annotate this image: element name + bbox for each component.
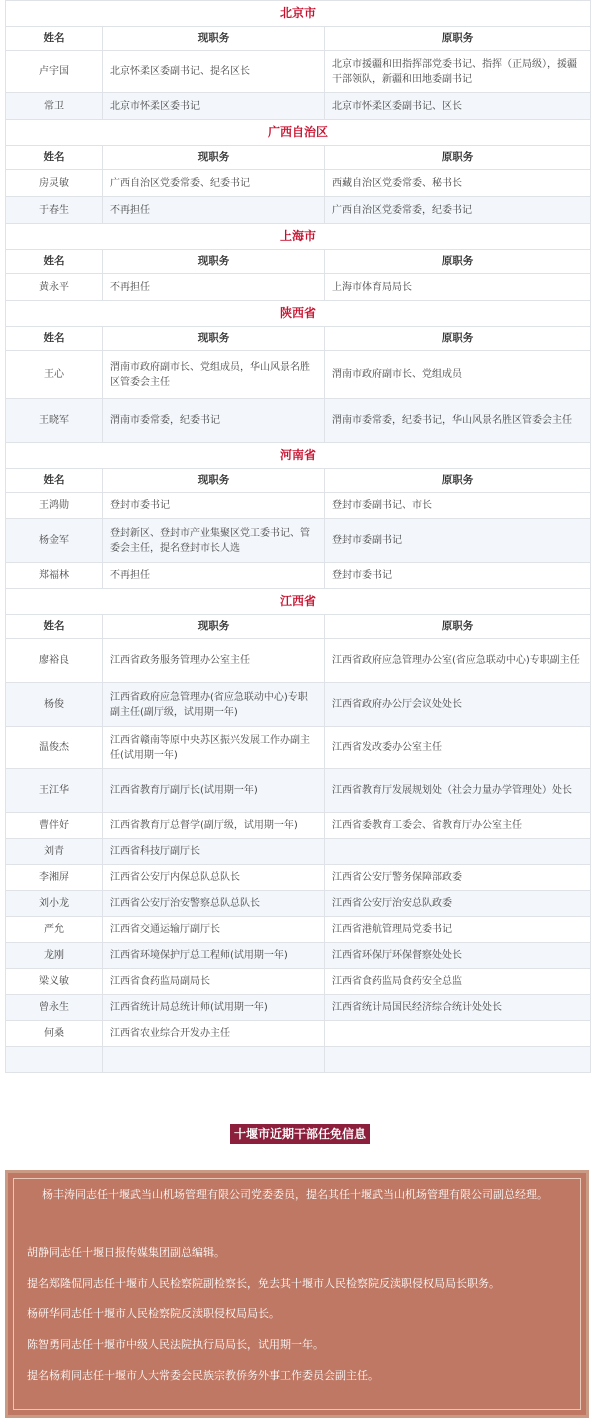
table-row bbox=[6, 274, 591, 301]
name-cell bbox=[6, 1047, 103, 1073]
table-row bbox=[6, 969, 591, 995]
previous-post-cell: 渭南市委常委，纪委书记，华山风景名胜区管委会主任 bbox=[325, 399, 591, 443]
current-post-header: 现职务 bbox=[103, 615, 325, 639]
region-title-row bbox=[6, 301, 591, 327]
current-post-cell: 江西省政务服务管理办公室主任 bbox=[103, 639, 325, 683]
current-post-header: 现职务 bbox=[103, 146, 325, 170]
name-cell: 廖裕良 bbox=[6, 639, 103, 683]
name-cell: 王鸿勋 bbox=[6, 493, 103, 519]
name-cell: 杨俊 bbox=[6, 683, 103, 727]
region-title: 河南省 bbox=[6, 443, 591, 469]
previous-post-header: 原职务 bbox=[325, 469, 591, 493]
previous-post-cell: 江西省政府办公厅会议处处长 bbox=[325, 683, 591, 727]
previous-post-cell: 江西省公安厅治安总队政委 bbox=[325, 891, 591, 917]
previous-post-cell: 登封市委副书记、市长 bbox=[325, 493, 591, 519]
appointments-table bbox=[5, 0, 591, 1073]
current-post-cell: 江西省农业综合开发办主任 bbox=[103, 1021, 325, 1047]
current-post-cell: 江西省教育厅总督学(副厅级，试用期一年) bbox=[103, 813, 325, 839]
header-row bbox=[6, 615, 591, 639]
name-header: 姓名 bbox=[6, 250, 103, 274]
current-post-cell bbox=[103, 1047, 325, 1073]
region-title-row bbox=[6, 224, 591, 250]
previous-post-cell bbox=[325, 839, 591, 865]
current-post-cell: 登封新区、登封市产业集聚区党工委书记、管委会主任，提名登封市长人选 bbox=[103, 519, 325, 563]
notice-item: 杨丰涛同志任十堰武当山机场管理有限公司党委委员，提名其任十堰武当山机场管理有限公司副总经理。 bbox=[42, 1188, 548, 1201]
previous-post-cell: 江西省环保厅环保督察处处长 bbox=[325, 943, 591, 969]
current-post-cell: 渭南市政府副市长、党组成员，华山风景名胜区管委会主任 bbox=[103, 351, 325, 399]
previous-post-cell: 江西省食药监局食药安全总监 bbox=[325, 969, 591, 995]
previous-post-cell: 江西省统计局国民经济综合统计处处长 bbox=[325, 995, 591, 1021]
current-post-cell: 渭南市委常委，纪委书记 bbox=[103, 399, 325, 443]
name-cell: 龙刚 bbox=[6, 943, 103, 969]
table-row bbox=[6, 865, 591, 891]
previous-post-cell: 登封市委书记 bbox=[325, 563, 591, 589]
previous-post-header: 原职务 bbox=[325, 327, 591, 351]
name-cell: 王晓军 bbox=[6, 399, 103, 443]
current-post-cell: 江西省教育厅副厅长(试用期一年) bbox=[103, 769, 325, 813]
name-cell: 黄永平 bbox=[6, 274, 103, 301]
name-cell: 王心 bbox=[6, 351, 103, 399]
header-row bbox=[6, 327, 591, 351]
current-post-cell: 江西省赣南等原中央苏区振兴发展工作办副主任(试用期一年) bbox=[103, 727, 325, 769]
current-post-cell: 江西省交通运输厅副厅长 bbox=[103, 917, 325, 943]
notice-box bbox=[5, 1170, 589, 1418]
region-title-row bbox=[6, 589, 591, 615]
region-title-row bbox=[6, 443, 591, 469]
name-cell: 常卫 bbox=[6, 93, 103, 120]
name-cell: 曹伴好 bbox=[6, 813, 103, 839]
notice-item: 提名郑隆侃同志任十堰市人民检察院副检察长，免去其十堰市人民检察院反渎职侵权局局长职务。 bbox=[27, 1277, 500, 1290]
current-post-cell: 北京市怀柔区委书记 bbox=[103, 93, 325, 120]
name-cell: 温俊杰 bbox=[6, 727, 103, 769]
name-cell: 于春生 bbox=[6, 197, 103, 224]
current-post-cell: 江西省公安厅内保总队总队长 bbox=[103, 865, 325, 891]
region-title: 广西自治区 bbox=[6, 120, 591, 146]
table-row bbox=[6, 727, 591, 769]
name-header: 姓名 bbox=[6, 27, 103, 51]
name-header: 姓名 bbox=[6, 146, 103, 170]
table-row bbox=[6, 943, 591, 969]
table-row bbox=[6, 839, 591, 865]
table-row bbox=[6, 1021, 591, 1047]
name-cell: 何桑 bbox=[6, 1021, 103, 1047]
section-banner: 十堰市近期干部任免信息 bbox=[230, 1124, 370, 1144]
previous-post-cell: 北京市怀柔区委副书记、区长 bbox=[325, 93, 591, 120]
name-header: 姓名 bbox=[6, 327, 103, 351]
table-row bbox=[6, 351, 591, 399]
previous-post-header: 原职务 bbox=[325, 27, 591, 51]
name-cell: 郑福林 bbox=[6, 563, 103, 589]
current-post-cell: 不再担任 bbox=[103, 563, 325, 589]
table-row bbox=[6, 563, 591, 589]
current-post-cell: 江西省公安厅治安警察总队总队长 bbox=[103, 891, 325, 917]
table-row bbox=[6, 93, 591, 120]
current-post-cell: 江西省统计局总统计师(试用期一年) bbox=[103, 995, 325, 1021]
previous-post-cell bbox=[325, 1047, 591, 1073]
table-row bbox=[6, 197, 591, 224]
header-row bbox=[6, 146, 591, 170]
current-post-cell: 登封市委书记 bbox=[103, 493, 325, 519]
current-post-cell: 江西省食药监局副局长 bbox=[103, 969, 325, 995]
name-cell: 刘小龙 bbox=[6, 891, 103, 917]
name-header: 姓名 bbox=[6, 615, 103, 639]
table-row bbox=[6, 1047, 591, 1073]
table-row bbox=[6, 493, 591, 519]
current-post-cell: 江西省环境保护厅总工程师(试用期一年) bbox=[103, 943, 325, 969]
notice-item: 杨研华同志任十堰市人民检察院反渎职侵权局局长。 bbox=[27, 1307, 280, 1320]
notice-item: 提名杨莉同志任十堰市人大常委会民族宗教侨务外事工作委员会副主任。 bbox=[27, 1369, 379, 1382]
table-row bbox=[6, 683, 591, 727]
current-post-cell: 江西省政府应急管理办(省应急联动中心)专职副主任(副厅级，试用期一年) bbox=[103, 683, 325, 727]
current-post-cell: 不再担任 bbox=[103, 197, 325, 224]
table-row bbox=[6, 813, 591, 839]
name-cell: 刘青 bbox=[6, 839, 103, 865]
previous-post-cell: 渭南市政府副市长、党组成员 bbox=[325, 351, 591, 399]
previous-post-cell: 江西省政府应急管理办公室(省应急联动中心)专职副主任 bbox=[325, 639, 591, 683]
previous-post-cell: 北京市援疆和田指挥部党委书记、指挥（正局级），援疆干部领队，新疆和田地委副书记 bbox=[325, 51, 591, 93]
previous-post-cell: 江西省委教育工委会、省教育厅办公室主任 bbox=[325, 813, 591, 839]
table-row bbox=[6, 769, 591, 813]
name-cell: 王江华 bbox=[6, 769, 103, 813]
name-cell: 李湘屏 bbox=[6, 865, 103, 891]
table-row bbox=[6, 995, 591, 1021]
previous-post-cell bbox=[325, 1021, 591, 1047]
table-row bbox=[6, 170, 591, 197]
table-row bbox=[6, 917, 591, 943]
previous-post-header: 原职务 bbox=[325, 250, 591, 274]
region-title: 江西省 bbox=[6, 589, 591, 615]
name-cell: 卢宇国 bbox=[6, 51, 103, 93]
table-row bbox=[6, 519, 591, 563]
current-post-header: 现职务 bbox=[103, 250, 325, 274]
previous-post-cell: 江西省发改委办公室主任 bbox=[325, 727, 591, 769]
table-row bbox=[6, 51, 591, 93]
previous-post-header: 原职务 bbox=[325, 146, 591, 170]
previous-post-cell: 江西省教育厅发展规划处（社会力量办学管理处）处长 bbox=[325, 769, 591, 813]
current-post-header: 现职务 bbox=[103, 469, 325, 493]
current-post-cell: 北京怀柔区委副书记、提名区长 bbox=[103, 51, 325, 93]
current-post-cell: 广西自治区党委常委、纪委书记 bbox=[103, 170, 325, 197]
name-cell: 严允 bbox=[6, 917, 103, 943]
region-title: 陕西省 bbox=[6, 301, 591, 327]
current-post-cell: 江西省科技厅副厅长 bbox=[103, 839, 325, 865]
region-title: 北京市 bbox=[6, 1, 591, 27]
previous-post-cell: 登封市委副书记 bbox=[325, 519, 591, 563]
previous-post-cell: 江西省港航管理局党委书记 bbox=[325, 917, 591, 943]
current-post-header: 现职务 bbox=[103, 27, 325, 51]
name-cell: 曾永生 bbox=[6, 995, 103, 1021]
previous-post-cell: 江西省公安厅警务保障部政委 bbox=[325, 865, 591, 891]
previous-post-cell: 西藏自治区党委常委、秘书长 bbox=[325, 170, 591, 197]
region-title-row bbox=[6, 1, 591, 27]
region-title-row bbox=[6, 120, 591, 146]
notice-item: 陈智勇同志任十堰市中级人民法院执行局局长，试用期一年。 bbox=[27, 1338, 324, 1351]
name-cell: 房灵敏 bbox=[6, 170, 103, 197]
table-row bbox=[6, 639, 591, 683]
previous-post-cell: 广西自治区党委常委，纪委书记 bbox=[325, 197, 591, 224]
region-title: 上海市 bbox=[6, 224, 591, 250]
notice-item: 胡静同志任十堰日报传媒集团副总编辑。 bbox=[27, 1246, 225, 1259]
name-header: 姓名 bbox=[6, 469, 103, 493]
current-post-header: 现职务 bbox=[103, 327, 325, 351]
header-row bbox=[6, 469, 591, 493]
header-row bbox=[6, 250, 591, 274]
name-cell: 杨金军 bbox=[6, 519, 103, 563]
current-post-cell: 不再担任 bbox=[103, 274, 325, 301]
name-cell: 梁义敏 bbox=[6, 969, 103, 995]
previous-post-header: 原职务 bbox=[325, 615, 591, 639]
previous-post-cell: 上海市体育局局长 bbox=[325, 274, 591, 301]
table-row bbox=[6, 891, 591, 917]
table-row bbox=[6, 399, 591, 443]
header-row bbox=[6, 27, 591, 51]
